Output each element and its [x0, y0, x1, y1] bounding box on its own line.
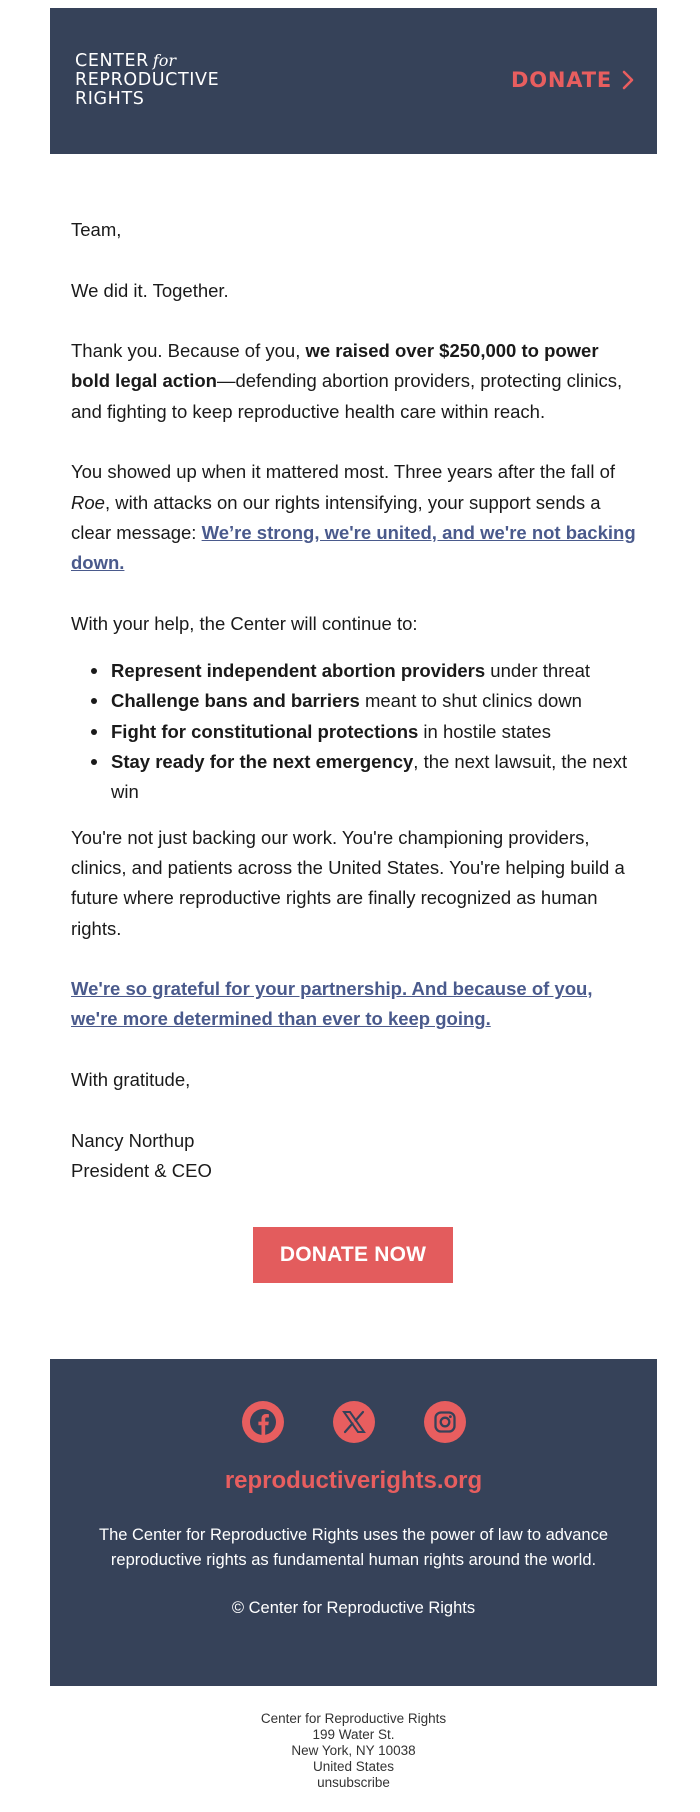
greeting: Team,: [71, 219, 122, 240]
address-city: New York, NY 10038: [291, 1743, 416, 1758]
instagram-icon: [433, 1410, 457, 1434]
header-donate-link[interactable]: [511, 68, 634, 92]
unsubscribe-link[interactable]: unsubscribe: [317, 1775, 390, 1790]
header-donate-label: DONATE: [511, 68, 612, 92]
roe-text: Roe: [71, 491, 105, 513]
grateful-link[interactable]: We're so grateful for your partnership. And because of you, we're more determined than ever to keep going.: [71, 978, 593, 1030]
logo-line-3: RIGHTS: [75, 89, 145, 109]
list-item-bold: Fight for constitutional protections: [111, 720, 419, 742]
facebook-icon: [242, 1401, 284, 1443]
mailing-address: [0, 1711, 700, 1791]
logo-line-1: CENTER: [75, 51, 149, 71]
logo-line-2: REPRODUCTIVE: [75, 70, 220, 90]
list-item-text: , the next lawsuit, the next win: [111, 751, 628, 803]
text-span: Thank you. Because of you,: [71, 340, 306, 362]
instagram-link[interactable]: [424, 1401, 466, 1443]
social-links: [50, 1401, 657, 1443]
address-country: United States: [312, 1759, 395, 1774]
paragraph-championing: You're not just backing our work. You're championing providers, clinics, and patients across the United States. You're helping build a future where reproductive rights are finally recognized as human rights.: [71, 826, 625, 939]
signoff: With gratitude,: [71, 1069, 191, 1091]
website-link[interactable]: reproductiverights.org: [224, 1467, 483, 1494]
paragraph-thank-you: [71, 336, 641, 427]
list-item-bold: Represent independent abortion providers: [111, 660, 486, 682]
list-item: [71, 656, 641, 686]
list-item-bold: Stay ready for the next emergency: [111, 751, 414, 773]
text-span: , with attacks on our rights intensifying, your support sends a clear message:: [71, 491, 601, 543]
raised-amount-text: we raised over $250,000 to power bold legal action: [71, 340, 599, 392]
list-item: [71, 747, 641, 808]
address-org: Center for Reproductive Rights: [260, 1711, 447, 1726]
chevron-right-icon: [622, 70, 634, 90]
mission-statement: The Center for Reproductive Rights uses the power of law to advance reproductive rights as fundamental human rights around the world.: [98, 1526, 609, 1569]
email-footer: [50, 1359, 657, 1686]
list-item-text: under threat: [485, 660, 591, 682]
paragraph-showed-up: [71, 457, 641, 578]
paragraph-continue: With your help, the Center will continue to:: [71, 612, 418, 634]
facebook-link[interactable]: [242, 1401, 284, 1443]
strong-united-link[interactable]: We’re strong, we're united, and we're not backing down.: [71, 521, 636, 574]
list-item-text: in hostile states: [418, 720, 551, 742]
signer-name: Nancy Northup: [71, 1129, 195, 1151]
x-link[interactable]: [333, 1401, 375, 1443]
address-street: 199 Water St.: [312, 1727, 395, 1742]
list-item: [71, 717, 641, 747]
list-item: [71, 686, 641, 716]
list-item-bold: Challenge bans and barriers: [111, 690, 360, 712]
paragraph-together: We did it. Together.: [71, 279, 229, 301]
donate-now-button[interactable]: DONATE NOW: [253, 1227, 453, 1283]
logo-for: for: [152, 51, 177, 70]
email-header: [50, 8, 657, 154]
text-span: You showed up when it mattered most. Three years after the fall of: [71, 461, 615, 483]
list-item-text: meant to shut clinics down: [359, 690, 582, 712]
center-logo[interactable]: [75, 51, 219, 109]
x-icon: [341, 1409, 367, 1435]
text-span: —defending abortion providers, protecting clinics, and fighting to keep reproductive health care within reach.: [71, 370, 623, 422]
paragraph-grateful: [71, 974, 641, 1035]
email-body: [71, 215, 641, 1186]
copyright: © Center for Reproductive Rights: [231, 1599, 476, 1617]
commitment-list: [71, 656, 641, 807]
signer-title: President & CEO: [71, 1159, 212, 1181]
